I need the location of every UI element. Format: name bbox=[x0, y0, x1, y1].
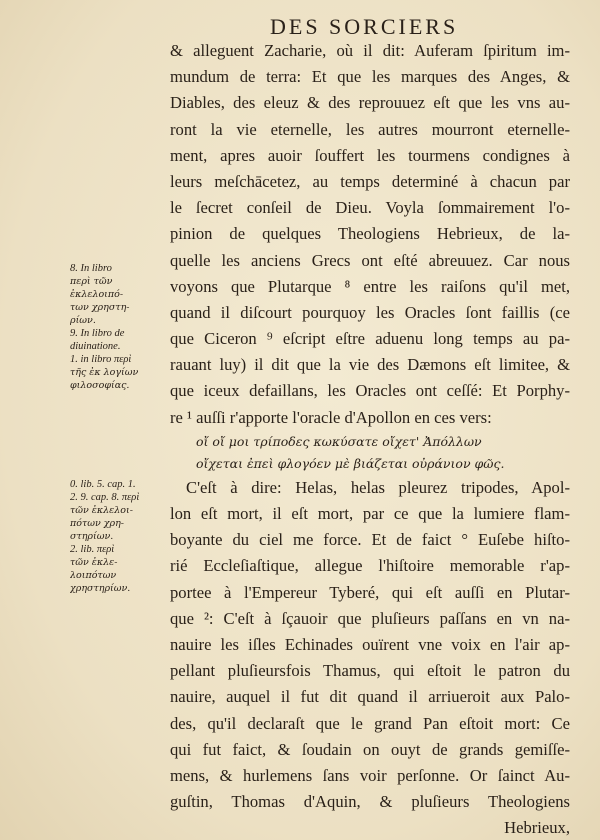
margin-note: 1. in libro περὶ bbox=[70, 354, 132, 365]
text-line: nauire les iſles Echinades ouïrent vne voix en l'air ap- bbox=[170, 634, 570, 654]
margin-note: 0. lib. 5. cap. 1. bbox=[70, 479, 136, 490]
text-line: ment, apres auoir ſouffert les tourmens condignes à bbox=[170, 145, 570, 165]
text-line: Hebrieux, bbox=[504, 818, 570, 838]
text-line: C'eſt à dire: Helas, helas pleurez tripodes, Apol- bbox=[186, 477, 570, 497]
margin-note: 8. In libro bbox=[70, 263, 112, 274]
margin-note: πότων χρη- bbox=[70, 518, 125, 529]
margin-note: περὶ τῶν bbox=[70, 276, 113, 287]
text-line: lon eſt mort, il eſt mort, par ce que la lumiere flam- bbox=[170, 504, 570, 523]
text-line: mundum de terra: Et que les marques des Anges, & bbox=[170, 67, 570, 87]
margin-note: diuinatione. bbox=[70, 341, 121, 352]
margin-note: των χρηστη- bbox=[70, 302, 130, 313]
margin-note: τῶν ἐκλελοι- bbox=[70, 505, 133, 516]
margin-note: στηρίων. bbox=[70, 531, 114, 542]
text-line: qui fut faict, & ſoudain on ouyt de grands gemiſſe- bbox=[170, 739, 570, 759]
text-line: boyante du ciel me force. Et de faict ° Euſebe hiſto- bbox=[170, 530, 570, 550]
margin-note: τῆς ἐκ λογίων bbox=[70, 367, 139, 378]
margin-notes-lower bbox=[70, 478, 168, 595]
text-line: re ¹ auſſi r'apporte l'oracle d'Apollon en ces vers: bbox=[170, 407, 492, 427]
text-line: quand il diſcourt pourquoy les Oracles ſont faillis (ce bbox=[170, 302, 570, 322]
text-line: Diables, des eleuz & des reprouuez eſt que les vns au- bbox=[170, 93, 570, 113]
text-line: rauant luy) il dit que la vie des Dæmons eſt limitee, & bbox=[170, 355, 570, 375]
margin-note: 9. In libro de bbox=[70, 328, 125, 339]
text-line: mens, & hurlemens ſans voir perſonne. Or ſainct Au- bbox=[170, 765, 570, 785]
text-line: & alleguent Zacharie, où il dit: Auferam ſpiritum im- bbox=[170, 41, 570, 60]
running-header: DES SORCIERS bbox=[270, 14, 459, 39]
main-text-block bbox=[170, 38, 570, 840]
text-line: guſtin, Thomas d'Aquin, & pluſieurs Theologiens bbox=[170, 792, 570, 812]
text-line: que Ciceron ⁹ eſcript eſtre aduenu long temps au pa- bbox=[170, 329, 570, 349]
greek-verse-line: οἴχεται ἐπεὶ φλογόεν μὲ βιάζεται οὐράνιον φῶς. bbox=[196, 455, 505, 471]
text-line: pellant pluſieursfois Thamus, qui eſtoit le patron du bbox=[170, 661, 570, 681]
text-line: leurs meſchācetez, au temps determiné à chacun par bbox=[170, 171, 570, 191]
text-line: quelle les anciens Grecs ont eſté abreuuez. Car nous bbox=[170, 250, 570, 270]
text-line: que ²: C'eſt à ſçauoir que pluſieurs paſſans en vn na- bbox=[170, 608, 570, 628]
margin-note: 2. lib. περὶ bbox=[70, 544, 115, 555]
text-line: rié Eccleſiaſtique, allegue l'hiſtoire memorable r'ap- bbox=[170, 556, 570, 576]
margin-note: φιλοσοφίας. bbox=[70, 380, 130, 391]
margin-note: ρίων. bbox=[70, 315, 96, 326]
greek-verse-line: οἴ οἴ μοι τρίποδες κωκύσατε οἴχετ' Ἀπόλλων bbox=[196, 433, 482, 449]
text-line: pinion de quelques Theologiens Hebrieux, de la- bbox=[170, 224, 570, 244]
text-line: que iceux defaillans, les Oracles ont ceſſé: Et Porphy- bbox=[170, 381, 570, 401]
text-line: le ſecret conſeil de Dieu. Voyla ſommairement l'o- bbox=[170, 198, 570, 218]
margin-note: χρηστηρίων. bbox=[70, 583, 131, 594]
margin-note: 2. 9. cap. 8. περὶ bbox=[70, 492, 140, 503]
text-line: des, qu'il declaraſt que le grand Pan eſtoit mort: Ce bbox=[170, 713, 570, 733]
margin-notes-upper bbox=[70, 262, 168, 392]
text-line: voyons que Plutarque ⁸ entre les raiſons qu'il met, bbox=[170, 276, 570, 296]
margin-note: τῶν ἐκλε- bbox=[70, 557, 118, 568]
margin-note: ἐκλελοιπό- bbox=[70, 289, 124, 300]
text-line: nauire, auquel il fut dit quand il arriueroit aux Palo- bbox=[170, 687, 570, 707]
text-line: portee à l'Empereur Tyberé, qui eſt auſſi en Plutar- bbox=[170, 582, 570, 602]
margin-note: λοιπότων bbox=[70, 570, 117, 581]
text-line: ront la vie eternelle, les autres mourront eternelle- bbox=[170, 119, 570, 139]
